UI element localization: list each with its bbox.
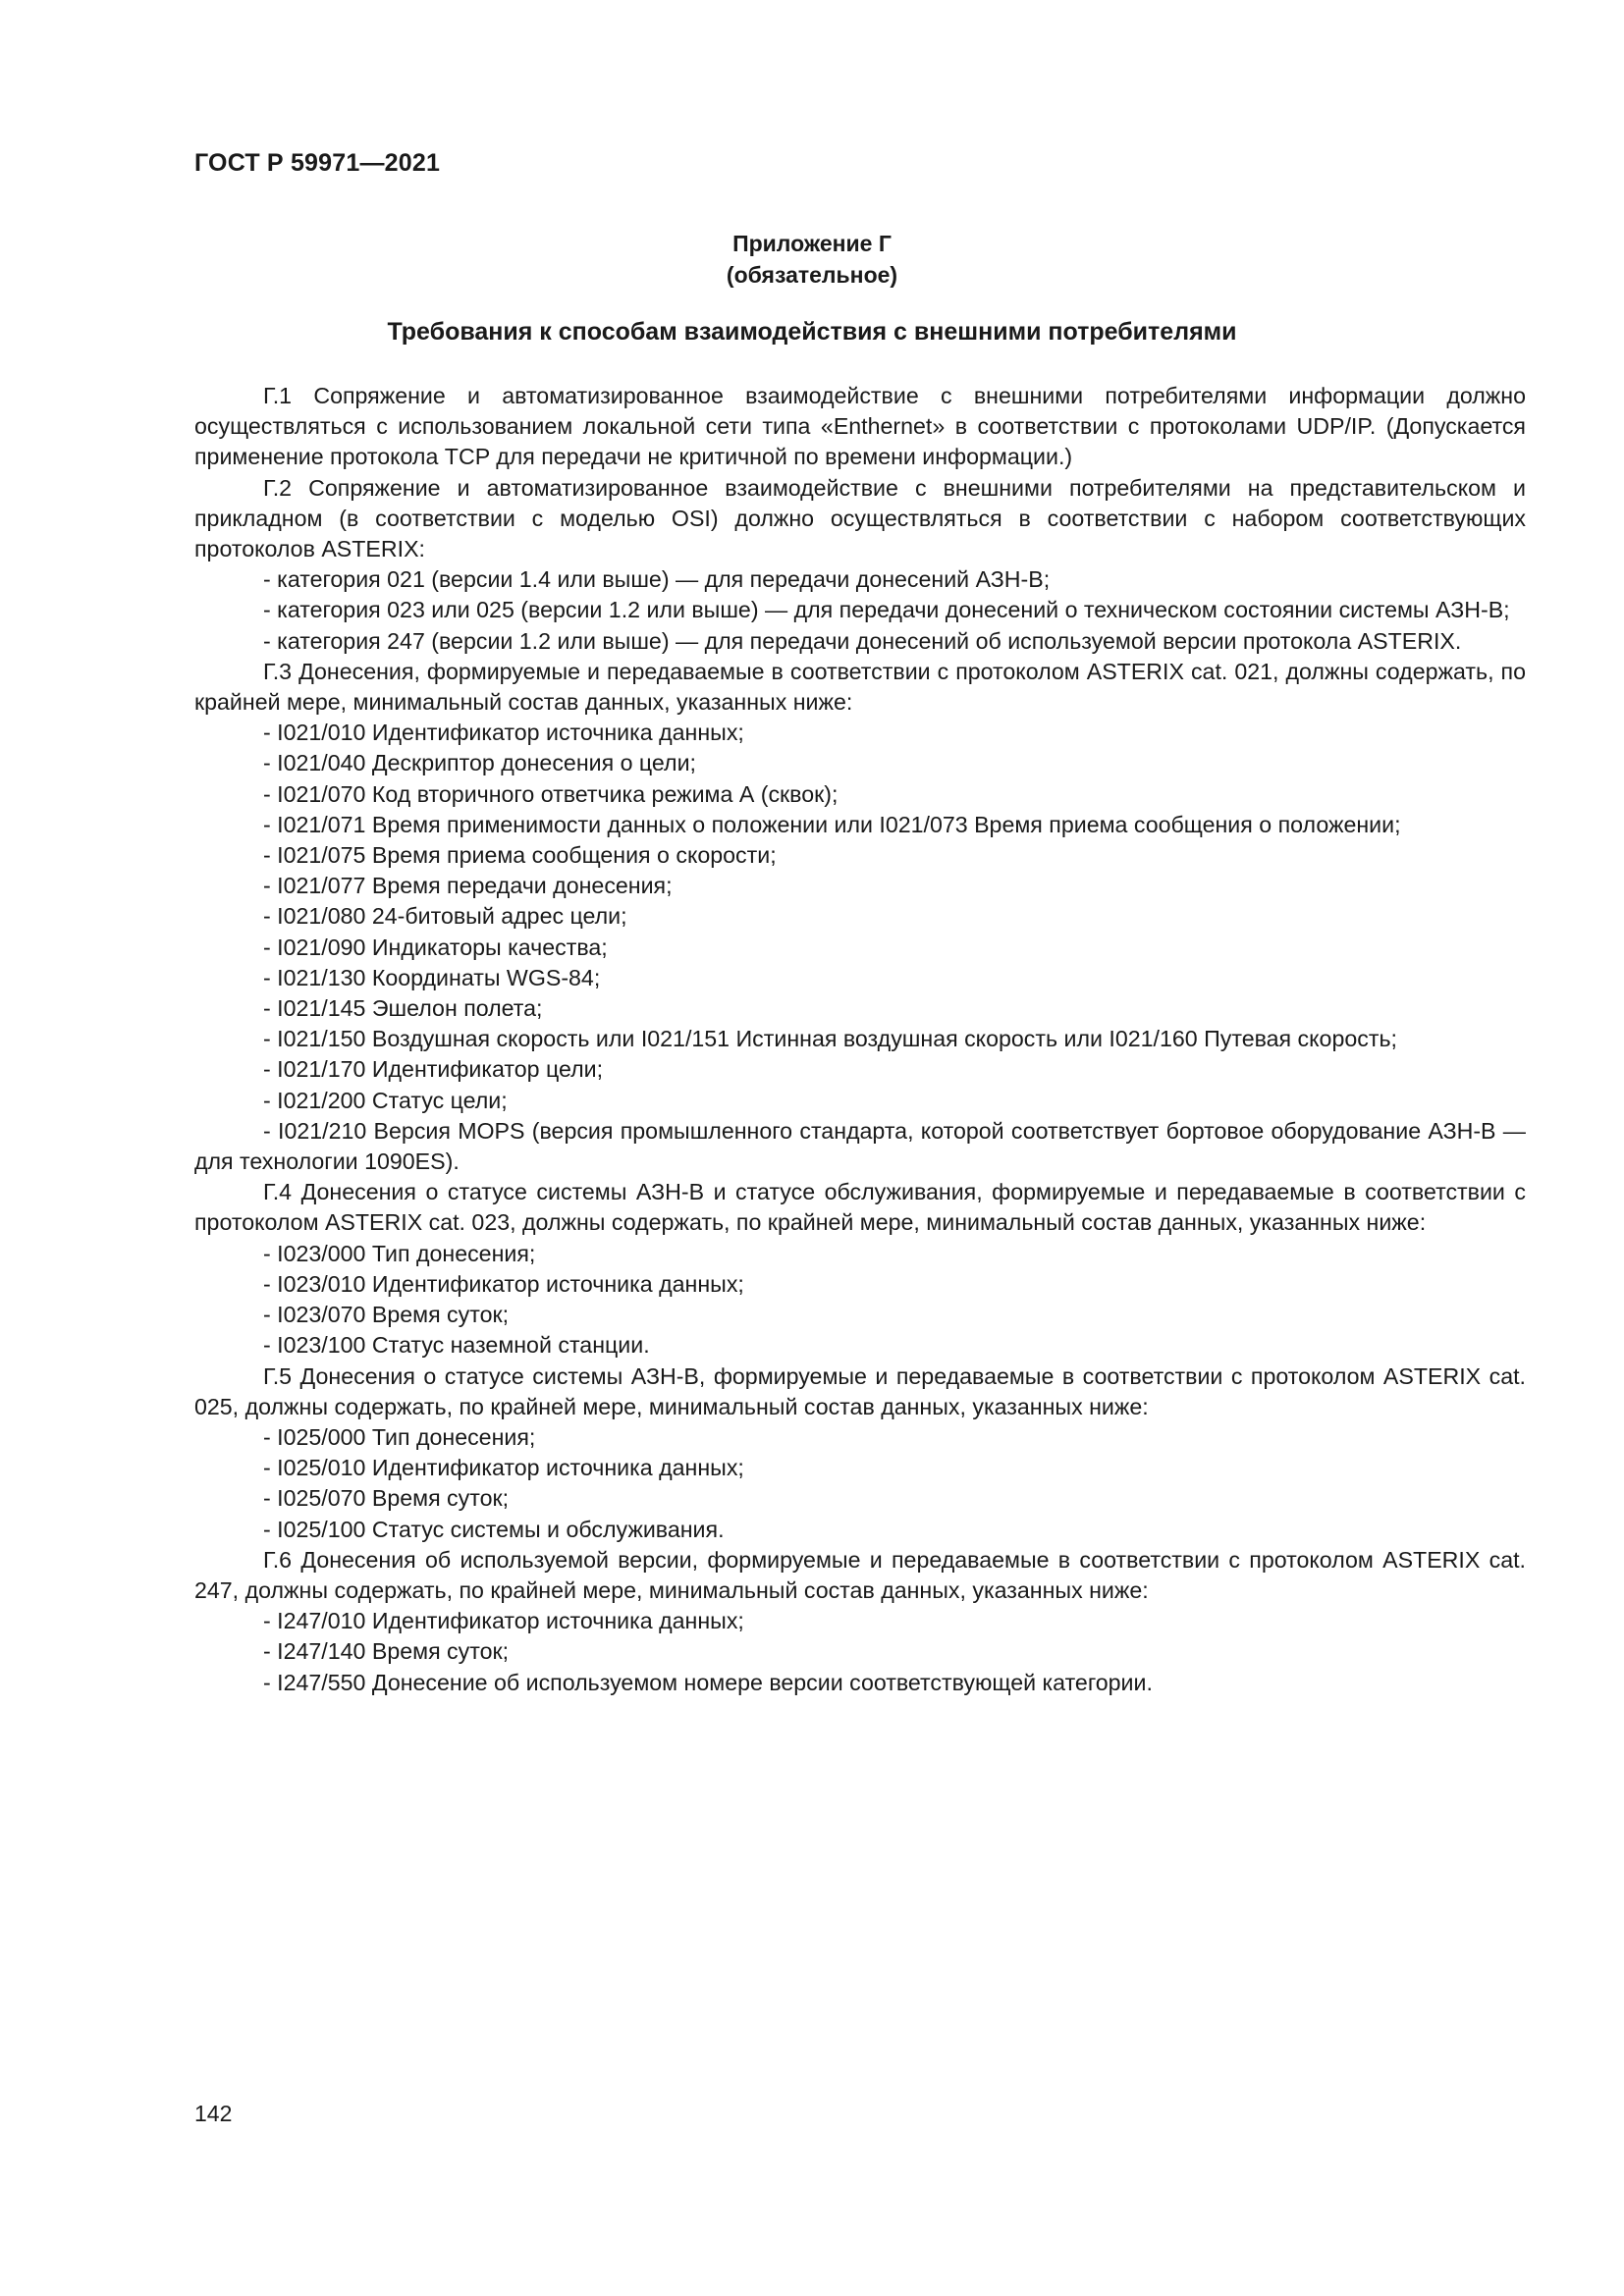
list-item: - I021/150 Воздушная скорость или I021/151 Истинная воздушная скорость или I021/160 Путевая скорость; bbox=[263, 1026, 1397, 1052]
paragraph-g1: Г.1 Сопряжение и автоматизированное взаимодействие с внешними потребителями информации должно осуществляться с использованием локальной сети типа «Enthernet» в соответствии с протоколами UDP/IP. (Допускается применение протокола TCP для передачи не критичной по времени информации.) bbox=[194, 383, 1526, 470]
list-item: - I025/010 Идентификатор источника данных; bbox=[263, 1455, 744, 1481]
document-body bbox=[194, 381, 1526, 1698]
list-item: - I021/080 24-битовый адрес цели; bbox=[263, 903, 627, 930]
list-item: - I023/070 Время суток; bbox=[263, 1302, 510, 1328]
list-item: - I021/070 Код вторичного ответчика режима А (сквок); bbox=[263, 780, 839, 807]
appendix-status: (обязательное) bbox=[726, 262, 898, 288]
paragraph-g3: Г.3 Донесения, формируемые и передаваемые в соответствии с протоколом ASTERIX cat. 021, должны содержать, по крайней мере, минимальный состав данных, указанных ниже: bbox=[194, 658, 1526, 716]
list-item: - категория 021 (версии 1.4 или выше) — для передачи донесений АЗН-В; bbox=[263, 566, 1051, 593]
paragraph-g4: Г.4 Донесения о статусе системы АЗН-В и статусе обслуживания, формируемые и передаваемые в соответствии с протоколом ASTERIX cat. 023, должны содержать, по крайней мере, минимальный состав данных, указанных ниже: bbox=[194, 1179, 1526, 1236]
standard-code: ГОСТ Р 59971—2021 bbox=[194, 149, 441, 177]
list-item: - I021/145 Эшелон полета; bbox=[263, 995, 543, 1022]
appendix-label: Приложение Г bbox=[732, 231, 892, 256]
list-item: - I021/040 Дескриптор донесения о цели; bbox=[263, 750, 696, 776]
appendix-heading bbox=[0, 228, 1624, 291]
paragraph-g2: Г.2 Сопряжение и автоматизированное взаимодействие с внешними потребителями на представительском и прикладном (в соответствии с моделью OSI) должно осуществляться в соответствии с набором соответствующих протоколов ASTERIX: bbox=[194, 474, 1526, 562]
list-item: - I021/210 Версия MOPS (версия промышленного стандарта, которой соответствует бортовое оборудование АЗН-В — для технологии 1090ES). bbox=[194, 1117, 1526, 1175]
paragraph-g6: Г.6 Донесения об используемой версии, формируемые и передаваемые в соответствии с протоколом ASTERIX cat. 247, должны содержать, по крайней мере, минимальный состав данных, указанных ниже: bbox=[194, 1546, 1526, 1603]
list-item: - I021/090 Индикаторы качества; bbox=[263, 934, 608, 960]
list-item: - I025/000 Тип донесения; bbox=[263, 1423, 536, 1450]
list-item: - I247/010 Идентификатор источника данных; bbox=[263, 1608, 744, 1634]
list-item: - I021/130 Координаты WGS-84; bbox=[263, 964, 601, 990]
list-item: - I025/100 Статус системы и обслуживания. bbox=[263, 1516, 725, 1542]
list-item: - I023/010 Идентификатор источника данных; bbox=[263, 1270, 744, 1297]
list-item: - категория 247 (версии 1.2 или выше) — для передачи донесений об используемой версии протокола ASTERIX. bbox=[263, 627, 1462, 654]
list-item: - I023/000 Тип донесения; bbox=[263, 1240, 536, 1266]
page-number: 142 bbox=[194, 2101, 233, 2126]
list-item: - I021/077 Время передачи донесения; bbox=[263, 873, 673, 899]
list-item: - I021/010 Идентификатор источника данных; bbox=[263, 720, 744, 746]
list-item: - I247/550 Донесение об используемом номере версии соответствующей категории. bbox=[263, 1669, 1153, 1695]
list-item: - I021/071 Время применимости данных о положении или I021/073 Время приема сообщения о положении; bbox=[263, 811, 1401, 837]
list-item: - I021/075 Время приема сообщения о скорости; bbox=[263, 842, 777, 869]
list-item: - категория 023 или 025 (версии 1.2 или выше) — для передачи донесений о техническом состоянии системы АЗН-В; bbox=[263, 597, 1510, 623]
list-item: - I021/200 Статус цели; bbox=[263, 1087, 508, 1113]
list-item: - I247/140 Время суток; bbox=[263, 1638, 510, 1665]
list-item: - I023/100 Статус наземной станции. bbox=[263, 1332, 650, 1359]
paragraph-g5: Г.5 Донесения о статусе системы АЗН-В, формируемые и передаваемые в соответствии с протоколом ASTERIX cat. 025, должны содержать, по крайней мере, минимальный состав данных, указанных ниже: bbox=[194, 1362, 1526, 1419]
appendix-title: Требования к способам взаимодействия с внешними потребителями bbox=[387, 318, 1237, 346]
list-item: - I021/170 Идентификатор цели; bbox=[263, 1056, 604, 1083]
list-item: - I025/070 Время суток; bbox=[263, 1485, 510, 1512]
